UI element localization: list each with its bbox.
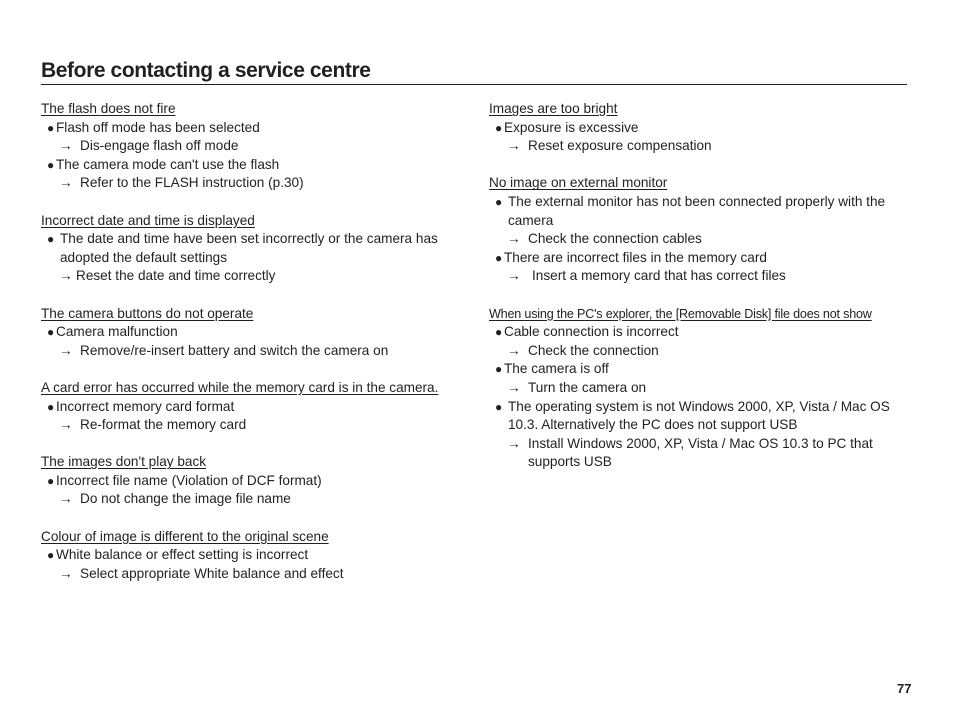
bullet-icon: ● [495,399,503,414]
bullet-icon: ● [47,473,55,488]
remedy-text: Refer to the FLASH instruction (p.30) [80,175,304,191]
cause-item [489,249,919,268]
arrow-right-icon: → [59,268,73,284]
bullet-icon: ● [47,157,55,172]
bullet-icon: ● [47,548,55,563]
section-buttons-not-operate [41,305,471,361]
remedy-text: Install Windows 2000, XP, Vista / Mac OS 10.3 to PC that supports USB [528,435,873,470]
section-images-no-playback [41,453,471,509]
bullet-icon: ● [495,325,503,340]
arrow-right-icon: → [59,175,73,191]
bullet-icon: ● [47,399,55,414]
arrow-right-icon: → [59,565,73,581]
arrow-right-icon: → [507,435,521,451]
cause-text: The camera is off [504,361,609,377]
remedy-text: Turn the camera on [528,379,647,395]
bullet-icon: ● [47,232,55,247]
bullet-icon: ● [47,120,55,135]
page-number: 77 [897,681,912,696]
cause-text: Incorrect memory card format [56,398,235,414]
remedy-text: Do not change the image file name [80,491,291,507]
arrow-right-icon: → [507,342,521,358]
remedy-item [41,174,471,193]
remedy-text: Select appropriate White balance and effect [80,565,344,581]
remedy-item [41,342,471,361]
remedy-text: Check the connection cables [528,231,702,247]
cause-text: There are incorrect files in the memory card [504,249,767,265]
cause-item [489,398,893,435]
section-heading: No image on external monitor [489,175,668,191]
remedy-item [489,137,919,156]
section-heading: Incorrect date and time is displayed [41,212,255,228]
cause-text: Camera malfunction [56,324,178,340]
cause-item [489,119,919,138]
cause-item [41,546,471,565]
section-flash-not-fire [41,100,471,193]
remedy-text: Remove/re-insert battery and switch the camera on [80,342,389,358]
cause-item [41,230,471,267]
remedy-text: Reset the date and time correctly [76,268,276,284]
bullet-icon: ● [495,250,503,265]
remedy-item [41,416,471,435]
cause-text: The external monitor has not been connected properly with the camera [508,193,886,228]
arrow-right-icon: → [59,138,73,154]
cause-item [489,323,919,342]
cause-text: Incorrect file name (Violation of DCF format) [56,472,322,488]
cause-text: Cable connection is incorrect [504,324,679,340]
remedy-text: Re-format the memory card [80,417,247,433]
section-card-error [41,379,471,435]
page-title: Before contacting a service centre [41,58,907,85]
section-heading: The images don't play back [41,454,207,470]
section-heading: When using the PC's explorer, the [Removable Disk] file does not show [489,306,872,321]
section-heading: A card error has occurred while the memory card is in the camera. [41,379,439,395]
section-heading: Colour of image is different to the original scene [41,528,329,544]
remedy-item [41,137,471,156]
cause-item [489,193,893,230]
cause-item [489,360,919,379]
section-incorrect-date [41,212,471,286]
cause-text: The camera mode can't use the flash [56,156,280,172]
arrow-right-icon: → [507,268,521,284]
remedy-item [41,490,471,509]
arrow-right-icon: → [59,417,73,433]
section-colour-different [41,528,471,584]
remedy-item [41,267,471,286]
section-removable-disk-not-shown [489,305,919,472]
cause-item [41,398,471,417]
arrow-right-icon: → [507,231,521,247]
cause-item [41,323,471,342]
cause-text: Exposure is excessive [504,119,639,135]
remedy-text: Reset exposure compensation [528,138,712,154]
cause-item [41,156,471,175]
bullet-icon: ● [47,325,55,340]
bullet-icon: ● [495,362,503,377]
right-column [489,100,919,490]
remedy-text: Insert a memory card that has correct files [532,268,786,284]
remedy-item [489,435,888,472]
remedy-item [489,267,919,286]
cause-item [41,472,471,491]
arrow-right-icon: → [59,491,73,507]
bullet-icon: ● [495,194,503,209]
arrow-right-icon: → [507,379,521,395]
section-heading: Images are too bright [489,101,618,116]
section-heading: The camera buttons do not operate [41,305,254,321]
section-heading: The flash does not fire [41,101,176,116]
remedy-item [489,379,919,398]
arrow-right-icon: → [507,138,521,154]
remedy-text: Dis-engage flash off mode [80,138,239,154]
bullet-icon: ● [495,120,503,135]
section-images-too-bright [489,100,919,156]
remedy-item [41,565,471,584]
remedy-text: Check the connection [528,342,659,358]
remedy-item [489,342,919,361]
cause-text: White balance or effect setting is incorrect [56,547,309,563]
arrow-right-icon: → [59,342,73,358]
section-no-image-external-monitor [489,174,919,286]
cause-text: Flash off mode has been selected [56,119,260,135]
cause-item [41,119,471,138]
cause-text: The operating system is not Windows 2000, XP, Vista / Mac OS 10.3. Alternatively the PC does not support USB [508,398,890,433]
remedy-item [489,230,919,249]
left-column [41,100,471,602]
cause-text: The date and time have been set incorrectly or the camera has adopted the default settings [60,231,438,265]
